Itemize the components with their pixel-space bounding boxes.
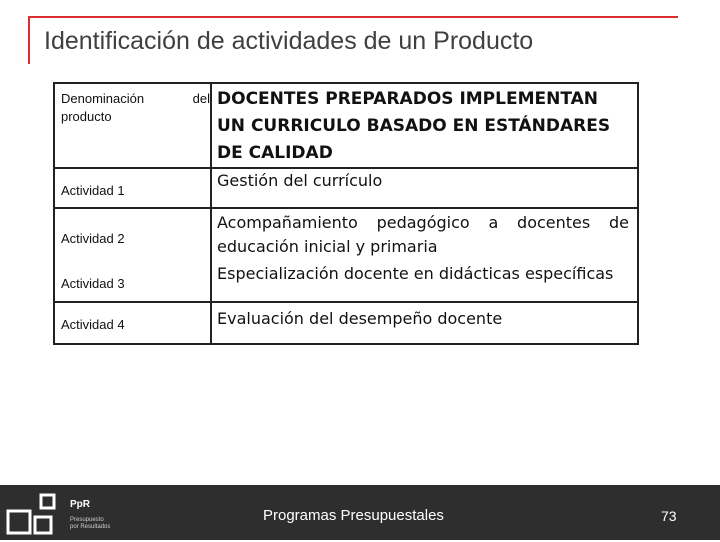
ppr-logo: [4, 489, 112, 537]
product-label-cell: [54, 83, 211, 168]
activity-4-value: Evaluación del desempeño docente: [217, 309, 503, 328]
footer-center-text: Programas Presupuestales: [263, 507, 444, 524]
table-row-activity-3: [54, 262, 638, 302]
activity-3-label-cell: [54, 262, 211, 302]
activity-2-label: Actividad 2: [61, 231, 125, 246]
table-row-activity-4: [54, 302, 638, 344]
activity-1-value: Gestión del currículo: [217, 171, 383, 190]
logo-subtext-line-1: Presupuesto: [70, 517, 104, 523]
ppr-logo-icon: [4, 489, 64, 537]
logo-subtext-line-2: por Resultados: [70, 524, 111, 530]
slide-title: Identificación de actividades de un Producto: [44, 27, 534, 55]
product-value-line-3: DE CALIDAD: [217, 143, 333, 163]
activity-1-value-cell: [211, 168, 638, 208]
activity-1-label: Actividad 1: [61, 183, 125, 198]
activity-1-label-cell: [54, 168, 211, 208]
logo-text: PpR: [70, 499, 90, 510]
activity-4-label: Actividad 4: [61, 317, 125, 332]
product-label-word-1: Denominación: [61, 91, 145, 106]
footer-bar: [0, 485, 720, 540]
product-label-word-3: producto: [61, 109, 112, 124]
product-value-line-1: DOCENTES PREPARADOS IMPLEMENTAN: [217, 89, 599, 109]
page-number: 73: [661, 508, 677, 524]
activity-4-label-cell: [54, 302, 211, 344]
table-row-activity-2: [54, 208, 638, 262]
activity-2-value-cell: [211, 208, 638, 262]
activity-2-value-line-1: Acompañamiento pedagógico a docentes de: [217, 213, 629, 232]
table-row-activity-1: [54, 168, 638, 208]
table-row-product: [54, 83, 638, 168]
activity-2-label-cell: [54, 208, 211, 262]
product-label-word-2: del: [192, 91, 210, 106]
activity-4-value-cell: [211, 302, 638, 344]
activity-3-value: Especialización docente en didácticas específicas: [217, 264, 614, 283]
product-value-cell: [211, 83, 638, 168]
logo-subtext: [70, 517, 110, 531]
activities-table: [53, 82, 639, 345]
product-label: [61, 84, 210, 108]
activity-2-value-line-2: educación inicial y primaria: [217, 237, 438, 256]
product-value-line-2: UN CURRICULO BASADO EN ESTÁNDARES: [217, 116, 611, 136]
activity-3-label: Actividad 3: [61, 276, 125, 291]
activity-3-value-cell: [211, 262, 638, 302]
